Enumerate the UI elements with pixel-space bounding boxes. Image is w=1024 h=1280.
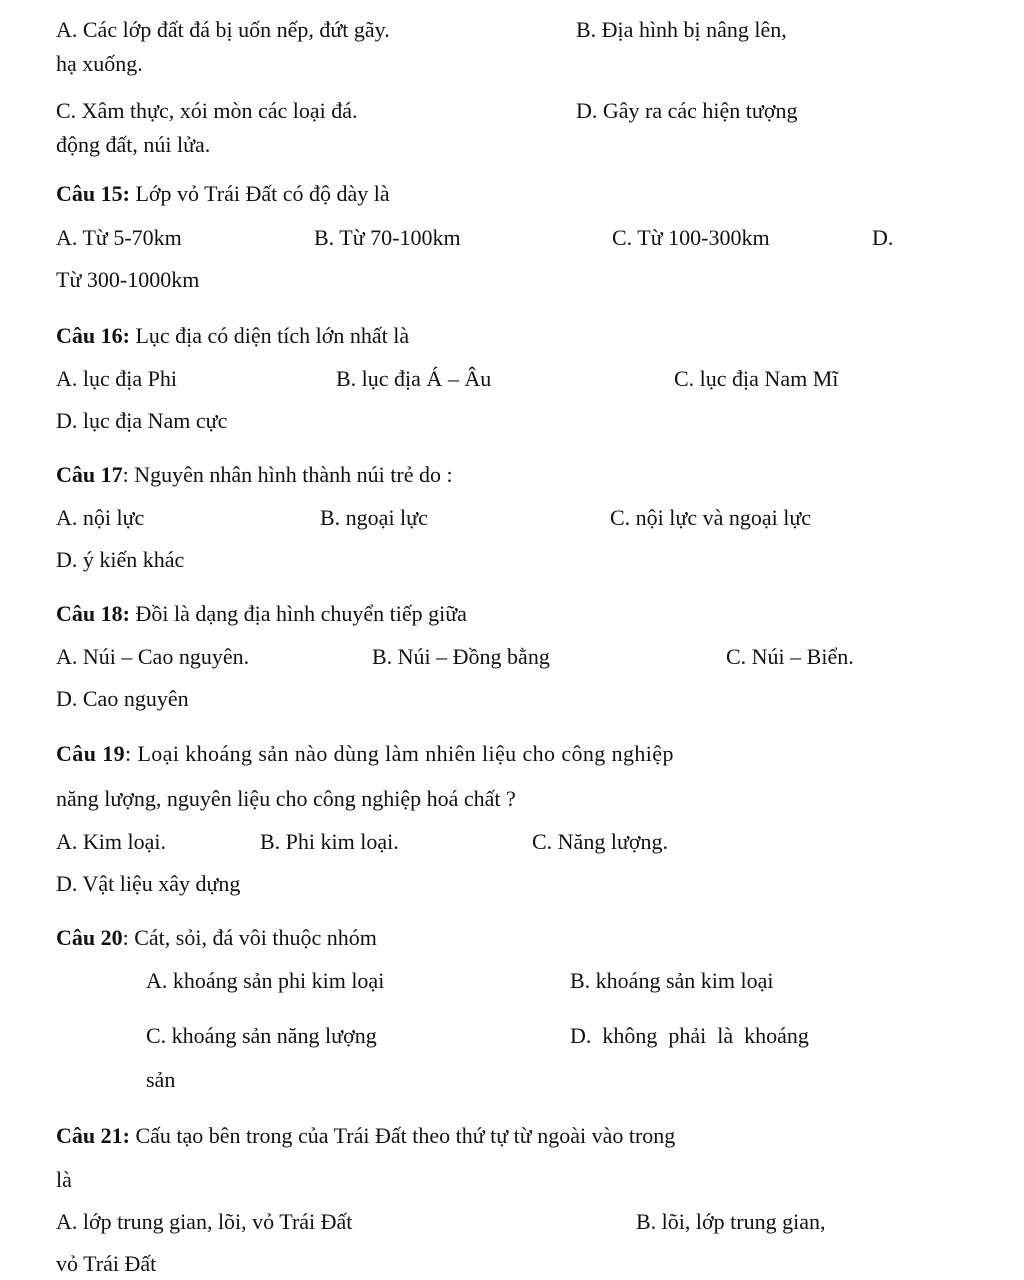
q21-option-b-continued: vỏ Trái Đất — [56, 1251, 157, 1276]
q19-label: Câu 19 — [56, 741, 126, 766]
q18-option-a: A. Núi – Cao nguyên. — [56, 644, 250, 669]
q15-option-b: B. Từ 70-100km — [314, 225, 461, 250]
q18-option-d: D. Cao nguyên — [56, 686, 189, 711]
q20-option-d-continued: sản — [146, 1067, 176, 1092]
q16-option-a: A. lục địa Phi — [56, 366, 177, 391]
q19-option-b: B. Phi kim loại. — [260, 829, 399, 854]
q14-option-a: A. Các lớp đất đá bị uốn nếp, đứt gãy. — [56, 17, 390, 42]
q20-text: : Cát, sỏi, đá vôi thuộc nhóm — [122, 925, 377, 950]
q21-option-b: B. lõi, lớp trung gian, — [636, 1209, 826, 1234]
q21-label: Câu 21: — [56, 1123, 130, 1148]
q20-option-a: A. khoáng sản phi kim loại — [146, 968, 385, 993]
q14-option-b: B. Địa hình bị nâng lên, — [576, 17, 787, 42]
q16-option-c: C. lục địa Nam Mĩ — [674, 366, 839, 391]
q20-option-b: B. khoáng sản kim loại — [570, 968, 774, 993]
q17-question — [56, 462, 453, 488]
q17-label: Câu 17 — [56, 462, 123, 487]
q18-option-c: C. Núi – Biển. — [726, 644, 854, 669]
q21-question-continued: là — [56, 1167, 72, 1192]
q16-text: Lục địa có diện tích lớn nhất là — [135, 323, 410, 348]
q18-label: Câu 18: — [56, 601, 130, 626]
q14-option-d-continued: động đất, núi lửa. — [56, 132, 211, 157]
q18-question — [56, 601, 467, 627]
q19-text: : Loại khoáng sản nào dùng làm nhiên liệu cho công nghiệp — [125, 741, 674, 766]
q15-question — [56, 181, 390, 207]
q19-option-c: C. Năng lượng. — [532, 829, 668, 854]
q16-label: Câu 16: — [56, 323, 130, 348]
q17-option-a: A. nội lực — [56, 505, 145, 530]
q14-option-c: C. Xâm thực, xói mòn các loại đá. — [56, 98, 358, 123]
q18-text: Đồi là dạng địa hình chuyển tiếp giữa — [135, 601, 467, 626]
q17-option-d: D. ý kiến khác — [56, 547, 185, 572]
q16-question — [56, 323, 409, 349]
q17-option-c: C. nội lực và ngoại lực — [610, 505, 812, 530]
q19-question — [56, 741, 674, 767]
q14-option-d: D. Gây ra các hiện tượng — [576, 98, 798, 123]
q21-option-a: A. lớp trung gian, lõi, vỏ Trái Đất — [56, 1209, 353, 1234]
q16-option-d: D. lục địa Nam cực — [56, 408, 228, 433]
q15-text: Lớp vỏ Trái Đất có độ dày là — [135, 181, 390, 206]
q15-label: Câu 15: — [56, 181, 130, 206]
q14-option-b-continued: hạ xuống. — [56, 51, 143, 76]
q16-option-b: B. lục địa Á – Âu — [336, 366, 492, 391]
q20-question — [56, 925, 377, 951]
q19-option-a: A. Kim loại. — [56, 829, 166, 854]
q21-question — [56, 1123, 675, 1149]
q15-option-d: D. — [872, 225, 894, 250]
q17-option-b: B. ngoại lực — [320, 505, 428, 530]
q18-option-b: B. Núi – Đồng bằng — [372, 644, 550, 669]
q20-option-c: C. khoáng sản năng lượng — [146, 1023, 377, 1048]
q15-option-a: A. Từ 5-70km — [56, 225, 182, 250]
q15-option-d-continued: Từ 300-1000km — [56, 267, 200, 292]
q20-label: Câu 20 — [56, 925, 123, 950]
q21-text: Cấu tạo bên trong của Trái Đất theo thứ tự từ ngoài vào trong — [135, 1123, 676, 1148]
q19-question-continued: năng lượng, nguyên liệu cho công nghiệp hoá chất ? — [56, 786, 516, 811]
q15-option-c: C. Từ 100-300km — [612, 225, 770, 250]
q17-text: : Nguyên nhân hình thành núi trẻ do : — [122, 462, 453, 487]
q19-option-d: D. Vật liệu xây dựng — [56, 871, 241, 896]
q20-option-d: D. không phải là khoáng — [570, 1023, 809, 1048]
